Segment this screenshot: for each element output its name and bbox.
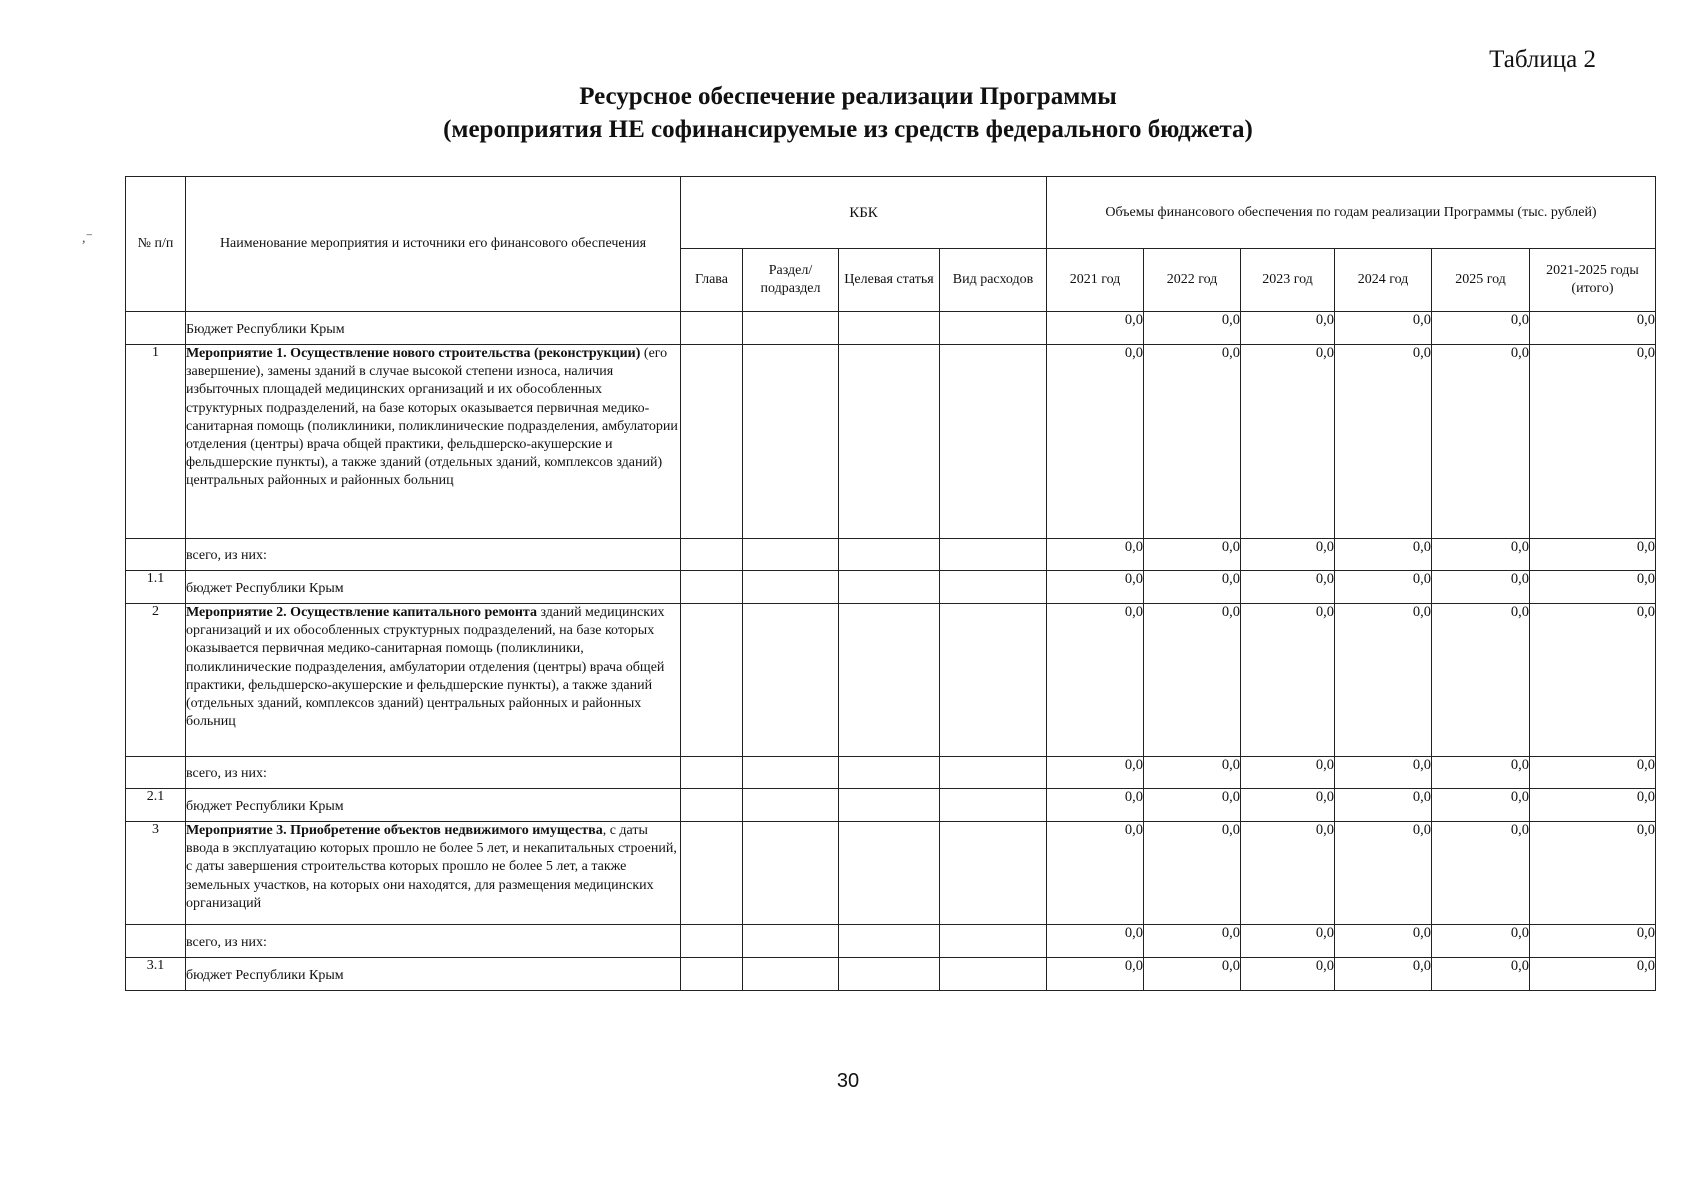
header-total: 2021-2025 годы (итого) <box>1530 249 1656 312</box>
kbk-cell <box>743 822 839 925</box>
value-cell: 0,0 <box>1241 571 1335 604</box>
kbk-cell <box>839 958 940 991</box>
value-cell: 0,0 <box>1144 345 1241 539</box>
title-line-2: (мероприятия НЕ софинансируемые из средств федерального бюджета) <box>443 116 1253 143</box>
value-cell: 0,0 <box>1144 571 1241 604</box>
value-cell: 0,0 <box>1047 312 1144 345</box>
page-number: 30 <box>836 1070 860 1092</box>
header-2022: 2022 год <box>1144 249 1241 312</box>
value-cell: 0,0 <box>1047 571 1144 604</box>
value-cell: 0,0 <box>1335 604 1432 757</box>
kbk-cell <box>681 345 743 539</box>
kbk-cell <box>743 604 839 757</box>
scan-mark: ,⁻ <box>82 231 93 246</box>
kbk-cell <box>839 822 940 925</box>
kbk-cell <box>839 539 940 571</box>
kbk-cell <box>681 571 743 604</box>
row-name-text: всего, из них: <box>186 934 267 950</box>
table-row <box>126 345 1656 539</box>
value-cell: 0,0 <box>1432 958 1530 991</box>
row-number <box>126 757 186 789</box>
value-cell: 0,0 <box>1144 539 1241 571</box>
value-cell: 0,0 <box>1241 822 1335 925</box>
header-2021: 2021 год <box>1047 249 1144 312</box>
value-cell: 0,0 <box>1335 345 1432 539</box>
table-body <box>126 312 1656 991</box>
row-name <box>186 571 681 604</box>
title-line-1: Ресурсное обеспечение реализации Программы <box>579 83 1117 110</box>
value-cell: 0,0 <box>1432 539 1530 571</box>
value-cell: 0,0 <box>1241 539 1335 571</box>
row-name <box>186 345 681 539</box>
value-cell: 0,0 <box>1241 604 1335 757</box>
value-cell: 0,0 <box>1335 312 1432 345</box>
value-cell: 0,0 <box>1432 822 1530 925</box>
row-name <box>186 789 681 822</box>
kbk-cell <box>681 789 743 822</box>
header-celevaya: Целевая статья <box>839 249 940 312</box>
header-2023: 2023 год <box>1241 249 1335 312</box>
value-cell: 0,0 <box>1432 312 1530 345</box>
value-cell: 0,0 <box>1530 539 1656 571</box>
value-cell: 0,0 <box>1047 345 1144 539</box>
value-cell: 0,0 <box>1047 604 1144 757</box>
value-cell: 0,0 <box>1530 312 1656 345</box>
row-name-text: бюджет Республики Крым <box>186 798 344 814</box>
value-cell: 0,0 <box>1530 604 1656 757</box>
value-cell: 0,0 <box>1530 958 1656 991</box>
value-cell: 0,0 <box>1335 822 1432 925</box>
value-cell: 0,0 <box>1144 925 1241 958</box>
row-number <box>126 925 186 958</box>
kbk-cell <box>940 539 1047 571</box>
kbk-cell <box>940 789 1047 822</box>
header-2025: 2025 год <box>1432 249 1530 312</box>
kbk-cell <box>940 345 1047 539</box>
value-cell: 0,0 <box>1241 925 1335 958</box>
row-name <box>186 757 681 789</box>
value-cell: 0,0 <box>1335 789 1432 822</box>
value-cell: 0,0 <box>1530 757 1656 789</box>
kbk-cell <box>681 757 743 789</box>
kbk-cell <box>940 571 1047 604</box>
value-cell: 0,0 <box>1144 822 1241 925</box>
value-cell: 0,0 <box>1432 789 1530 822</box>
table-row <box>126 958 1656 991</box>
value-cell: 0,0 <box>1047 789 1144 822</box>
kbk-cell <box>839 571 940 604</box>
document-title <box>0 80 1696 146</box>
value-cell: 0,0 <box>1432 604 1530 757</box>
kbk-cell <box>839 312 940 345</box>
value-cell: 0,0 <box>1241 345 1335 539</box>
header-razdel: Раздел/ подраздел <box>743 249 839 312</box>
kbk-cell <box>743 757 839 789</box>
kbk-cell <box>743 539 839 571</box>
row-name-text: Бюджет Республики Крым <box>186 321 345 337</box>
value-cell: 0,0 <box>1144 757 1241 789</box>
kbk-cell <box>743 925 839 958</box>
value-cell: 0,0 <box>1241 312 1335 345</box>
value-cell: 0,0 <box>1530 789 1656 822</box>
value-cell: 0,0 <box>1047 925 1144 958</box>
row-number: 1 <box>126 345 186 539</box>
row-name <box>186 539 681 571</box>
row-number: 3 <box>126 822 186 925</box>
value-cell: 0,0 <box>1047 757 1144 789</box>
row-name-bold: Мероприятие 1. Осуществление нового строительства (реконструкции) <box>186 346 641 361</box>
header-volumes: Объемы финансового обеспечения по годам реализации Программы (тыс. рублей) <box>1047 177 1656 249</box>
value-cell: 0,0 <box>1530 925 1656 958</box>
kbk-cell <box>743 571 839 604</box>
row-name <box>186 822 681 925</box>
table-row <box>126 604 1656 757</box>
value-cell: 0,0 <box>1144 789 1241 822</box>
header-row-1 <box>126 177 1656 249</box>
row-name-text: зданий медицинских организаций и их обособленных структурных подразделений, на базе которых оказывается первичная медико-санитарная помощь (поликлиники, поликлинические подразделения, амбулатории отделения (центры) врача общей практики, фельдшерско-акушерские и фельдшерские пункты), а также зданий (отдельных зданий, комплексов зданий) центральных районных и районных больниц <box>186 605 665 730</box>
value-cell: 0,0 <box>1047 958 1144 991</box>
kbk-cell <box>940 312 1047 345</box>
kbk-cell <box>743 312 839 345</box>
kbk-cell <box>839 925 940 958</box>
header-num: № п/п <box>126 177 186 312</box>
kbk-cell <box>681 822 743 925</box>
value-cell: 0,0 <box>1241 958 1335 991</box>
kbk-cell <box>681 925 743 958</box>
value-cell: 0,0 <box>1335 571 1432 604</box>
value-cell: 0,0 <box>1530 571 1656 604</box>
row-name-text: бюджет Республики Крым <box>186 580 344 596</box>
kbk-cell <box>743 345 839 539</box>
value-cell: 0,0 <box>1432 345 1530 539</box>
value-cell: 0,0 <box>1335 757 1432 789</box>
table-label: Таблица 2 <box>1489 46 1596 73</box>
kbk-cell <box>743 958 839 991</box>
row-name <box>186 925 681 958</box>
value-cell: 0,0 <box>1047 822 1144 925</box>
value-cell: 0,0 <box>1144 604 1241 757</box>
row-name-text: всего, из них: <box>186 548 267 564</box>
kbk-cell <box>839 604 940 757</box>
row-name <box>186 958 681 991</box>
value-cell: 0,0 <box>1335 539 1432 571</box>
row-number: 3.1 <box>126 958 186 991</box>
table-row <box>126 312 1656 345</box>
value-cell: 0,0 <box>1432 571 1530 604</box>
table-row <box>126 822 1656 925</box>
row-number <box>126 539 186 571</box>
row-name-text: всего, из них: <box>186 766 267 782</box>
table-row <box>126 789 1656 822</box>
row-name-bold: Мероприятие 2. Осуществление капитального ремонта <box>186 605 537 620</box>
table-row <box>126 925 1656 958</box>
kbk-cell <box>839 345 940 539</box>
kbk-cell <box>940 604 1047 757</box>
kbk-cell <box>839 757 940 789</box>
kbk-cell <box>681 312 743 345</box>
kbk-cell <box>940 958 1047 991</box>
value-cell: 0,0 <box>1047 539 1144 571</box>
row-name-text: (его завершение), замены зданий в случае высокой степени износа, наличия избыточных площадей медицинских организаций и их обособленных структурных подразделений, на базе которых оказывается первичная медико-санитарная помощь (поликлиники, поликлинические подразделения, амбулатории отделения (центры) врача общей практики, фельдшерско-акушерские и фельдшерские пункты), а также зданий (отдельных зданий, комплексов зданий) центральных районных и районных больниц <box>186 346 678 489</box>
header-2024: 2024 год <box>1335 249 1432 312</box>
row-number: 2.1 <box>126 789 186 822</box>
value-cell: 0,0 <box>1335 925 1432 958</box>
value-cell: 0,0 <box>1335 958 1432 991</box>
kbk-cell <box>743 789 839 822</box>
row-name-text: , с даты ввода в эксплуатацию которых прошло не более 5 лет, и некапитальных строений, с даты завершения строительства которых прошло не более 5 лет, а также земельных участков, на которых они находятся, для размещения медицинских организаций <box>186 823 677 911</box>
kbk-cell <box>940 757 1047 789</box>
value-cell: 0,0 <box>1241 789 1335 822</box>
kbk-cell <box>681 604 743 757</box>
kbk-cell <box>681 539 743 571</box>
row-number <box>126 312 186 345</box>
table-row <box>126 757 1656 789</box>
kbk-cell <box>940 925 1047 958</box>
resource-table <box>125 176 1656 991</box>
value-cell: 0,0 <box>1530 345 1656 539</box>
table-row <box>126 571 1656 604</box>
kbk-cell <box>681 958 743 991</box>
value-cell: 0,0 <box>1144 958 1241 991</box>
value-cell: 0,0 <box>1432 757 1530 789</box>
value-cell: 0,0 <box>1241 757 1335 789</box>
value-cell: 0,0 <box>1530 822 1656 925</box>
header-kbk: КБК <box>681 177 1047 249</box>
value-cell: 0,0 <box>1144 312 1241 345</box>
value-cell: 0,0 <box>1432 925 1530 958</box>
row-number: 2 <box>126 604 186 757</box>
row-name <box>186 604 681 757</box>
kbk-cell <box>940 822 1047 925</box>
row-name <box>186 312 681 345</box>
header-vid: Вид расходов <box>940 249 1047 312</box>
header-glava: Глава <box>681 249 743 312</box>
row-name-bold: Мероприятие 3. Приобретение объектов недвижимого имущества <box>186 823 603 838</box>
header-name: Наименование мероприятия и источники его финансового обеспечения <box>186 177 681 312</box>
kbk-cell <box>839 789 940 822</box>
row-number: 1.1 <box>126 571 186 604</box>
table-row <box>126 539 1656 571</box>
row-name-text: бюджет Республики Крым <box>186 967 344 983</box>
